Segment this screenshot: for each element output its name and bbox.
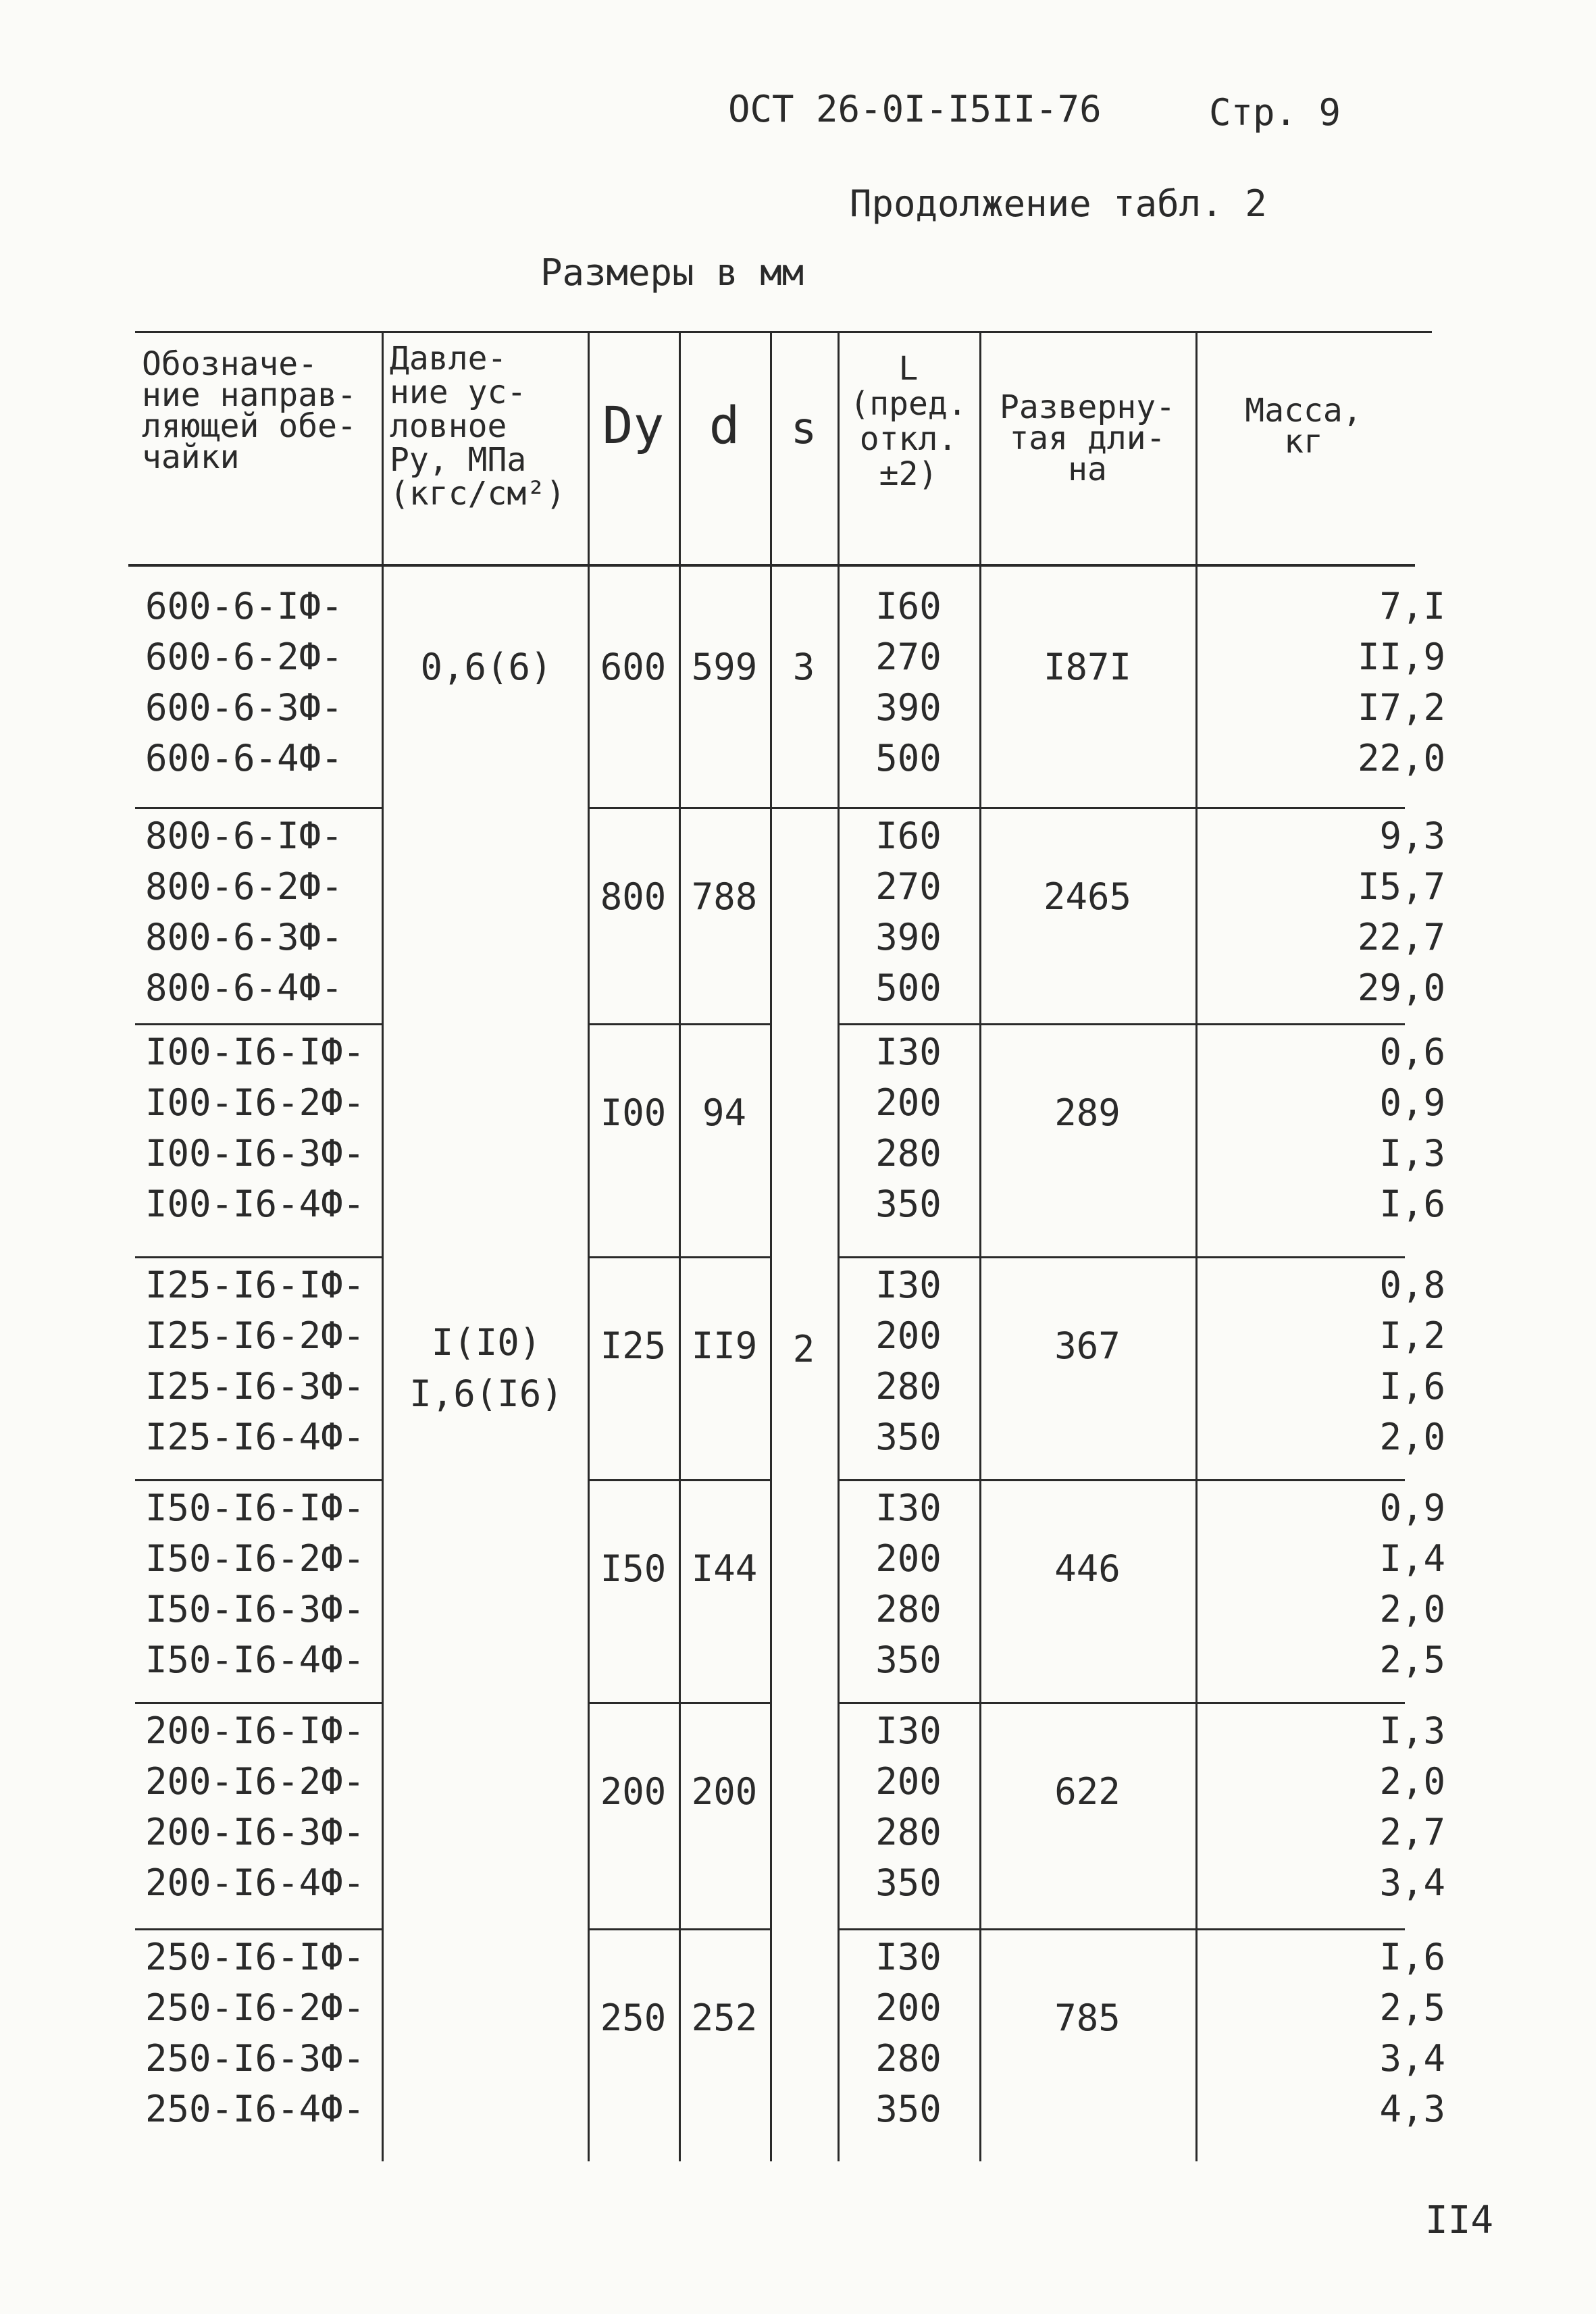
length-cell: I60 [875,815,942,857]
length-cell: I60 [875,585,942,627]
designation-cell: I50-I6-4Ф- [145,1639,365,1681]
header-line: L [898,350,919,388]
mass-cell: I,6 [1379,1936,1445,1978]
mass-cell: 2,0 [1379,1416,1445,1458]
merged-cell-mask [772,1255,838,1260]
designation-cell: I00-I6-IФ- [145,1031,365,1073]
length-cell: 280 [875,2037,942,2080]
dy-cell: I50 [600,1547,667,1590]
merged-cell-mask [772,1701,838,1706]
dy-cell: I25 [600,1325,667,1367]
table-rule [135,1479,1405,1481]
mass-cell: I5,7 [1357,865,1445,908]
mass-cell: 0,8 [1379,1264,1445,1306]
designation-cell: I00-I6-4Ф- [145,1183,365,1225]
designation-cell: 250-I6-3Ф- [145,2037,365,2080]
mass-cell: 4,3 [1379,2088,1445,2130]
length-cell: 350 [875,1639,942,1681]
mass-cell: I7,2 [1357,686,1445,729]
mass-cell: 2,0 [1379,1588,1445,1630]
header-line: на [1068,451,1107,488]
designation-cell: 800-6-2Ф- [145,865,343,908]
header-dy: Dу [602,395,665,455]
mass-cell: 22,7 [1357,916,1445,958]
designation-cell: 200-I6-4Ф- [145,1861,365,1904]
dy-cell: 600 [600,646,667,688]
header-pressure [390,342,565,511]
table-rule [135,1256,1405,1258]
length-cell: I30 [875,1709,942,1752]
header-unrolled-length [979,388,1195,488]
unrolled-length-cell: 289 [1054,1091,1121,1134]
mass-cell: I,6 [1379,1183,1445,1225]
length-cell: I30 [875,1031,942,1073]
designation-cell: I50-I6-IФ- [145,1487,365,1529]
designation-cell: 250-I6-4Ф- [145,2088,365,2130]
designation-cell: I25-I6-4Ф- [145,1416,365,1458]
mass-cell: 2,7 [1379,1811,1445,1853]
dy-cell: 800 [600,875,667,918]
pressure-line: I(I0) [431,1321,542,1364]
length-cell: 280 [875,1811,942,1853]
dy-cell: 200 [600,1770,667,1813]
designation-cell: I00-I6-2Ф- [145,1081,365,1124]
d-cell: 200 [691,1770,758,1813]
length-cell: 390 [875,686,942,729]
dimensions-note: Размеры в мм [540,251,804,294]
d-cell: 788 [691,875,758,918]
pressure-line: I,6(I6) [409,1372,563,1415]
mass-cell: 22,0 [1357,737,1445,779]
table-rule [770,331,772,2161]
table-rule [382,331,384,2161]
d-cell: II9 [691,1325,758,1367]
designation-cell: I50-I6-3Ф- [145,1588,365,1630]
length-cell: 350 [875,2088,942,2130]
designation-cell: 200-I6-IФ- [145,1709,365,1752]
length-cell: 270 [875,865,942,908]
header-line: чайки [142,438,240,476]
mass-cell: 7,I [1379,585,1445,627]
designation-cell: 800-6-IФ- [145,815,343,857]
header-d: d [709,395,740,455]
designation-cell: 800-6-4Ф- [145,967,343,1009]
header-line: Масса, [1245,392,1362,430]
mass-cell: I,3 [1379,1132,1445,1175]
length-cell: 500 [875,967,942,1009]
length-cell: 350 [875,1183,942,1225]
length-cell: I30 [875,1936,942,1978]
table-rule [1195,331,1198,2161]
header-line: ние направ- [142,376,357,414]
mass-cell: 2,5 [1379,1986,1445,2029]
table-rule [135,807,382,809]
mass-cell: 29,0 [1357,967,1445,1009]
length-cell: 390 [875,916,942,958]
table-rule [588,807,1405,809]
table-rule [135,331,1432,333]
length-cell: 280 [875,1588,942,1630]
designation-cell: 250-I6-2Ф- [145,1986,365,2029]
merged-cell-mask [772,1022,838,1027]
length-cell: 200 [875,1537,942,1580]
designation-cell: I25-I6-3Ф- [145,1365,365,1408]
mass-cell: I,4 [1379,1537,1445,1580]
header-line: откл. [859,420,958,458]
designation-cell: 600-6-3Ф- [145,686,343,729]
table-rule [979,331,981,2161]
length-cell: 280 [875,1365,942,1408]
designation-cell: 600-6-2Ф- [145,636,343,678]
dimensions-table [128,331,1445,2161]
header-line: (пред. [850,385,967,423]
header-line: ±2) [879,455,938,493]
thickness-group-cell: 3 [792,646,815,688]
designation-cell: 800-6-3Ф- [145,916,343,958]
header-line: ловное [390,407,507,445]
dy-cell: I00 [600,1091,667,1134]
merged-cell-mask [772,1927,838,1932]
designation-cell: 600-6-4Ф- [145,737,343,779]
header-line: Обозначе- [142,345,318,383]
d-cell: 599 [691,646,758,688]
length-cell: I30 [875,1264,942,1306]
mass-cell: I,6 [1379,1365,1445,1408]
thickness-group-cell: 2 [792,1328,815,1370]
mass-cell: 2,5 [1379,1639,1445,1681]
length-cell: 350 [875,1861,942,1904]
designation-cell: I25-I6-IФ- [145,1264,365,1306]
mass-cell: 9,3 [1379,815,1445,857]
length-cell: 200 [875,1760,942,1803]
merged-cell-mask [384,1478,588,1483]
designation-cell: I50-I6-2Ф- [145,1537,365,1580]
length-cell: 350 [875,1416,942,1458]
mass-cell: 0,9 [1379,1487,1445,1529]
mass-cell: I,3 [1379,1709,1445,1752]
merged-cell-mask [384,1701,588,1706]
merged-cell-mask [384,1022,588,1027]
unrolled-length-cell: 367 [1054,1325,1121,1367]
header-line: Ру, МПа [390,441,527,479]
merged-cell-mask [384,1255,588,1260]
length-cell: 200 [875,1081,942,1124]
length-cell: 200 [875,1314,942,1357]
mass-cell: 2,0 [1379,1760,1445,1803]
d-cell: I44 [691,1547,758,1590]
mass-cell: 0,6 [1379,1031,1445,1073]
page-number: II4 [1425,2199,1494,2242]
header-line: кг [1284,423,1323,461]
table-rule [588,331,590,2161]
designation-cell: 200-I6-3Ф- [145,1811,365,1853]
mass-cell: 3,4 [1379,1861,1445,1904]
unrolled-length-cell: 785 [1054,1997,1121,2039]
page-label: Стр. 9 [1209,91,1341,134]
table-rule [135,1023,1405,1025]
designation-cell: 250-I6-IФ- [145,1936,365,1978]
header-line: ние ус- [390,374,527,411]
designation-cell: 200-I6-2Ф- [145,1760,365,1803]
length-cell: 200 [875,1986,942,2029]
header-line: тая дли- [1009,419,1166,457]
table-rule [135,1928,1405,1930]
table-rule [135,1702,1405,1704]
table-rule [679,331,681,2161]
designation-cell: I00-I6-3Ф- [145,1132,365,1175]
unrolled-length-cell: 2465 [1043,875,1132,918]
length-cell: 500 [875,737,942,779]
length-cell: 280 [875,1132,942,1175]
d-cell: 94 [702,1091,747,1134]
length-cell: 270 [875,636,942,678]
unrolled-length-cell: 622 [1054,1770,1121,1813]
header-line: ляющей обе- [142,407,357,445]
document-code: ОСТ 26-0I-I5II-76 [728,88,1102,130]
header-line: Разверну- [999,388,1176,426]
designation-cell: I25-I6-2Ф- [145,1314,365,1357]
length-cell: I30 [875,1487,942,1529]
header-designation [142,345,357,476]
unrolled-length-cell: 446 [1054,1547,1121,1590]
mass-cell: 0,9 [1379,1081,1445,1124]
d-cell: 252 [691,1997,758,2039]
table-rule [838,331,840,2161]
pressure-group-cell [385,1317,588,1420]
unrolled-length-cell: I87I [1043,646,1132,688]
pressure-group-cell: 0,6(6) [420,646,552,688]
header-s: s [790,404,817,454]
header-line: Давле- [390,340,507,378]
table-continuation-caption: Продолжение табл. 2 [850,182,1267,225]
header-line: (кгс/см²) [390,475,566,513]
header-mass [1195,392,1412,461]
header-length [838,351,979,492]
merged-cell-mask [384,1927,588,1932]
mass-cell: II,9 [1357,636,1445,678]
mass-cell: 3,4 [1379,2037,1445,2080]
merged-cell-mask [772,1478,838,1483]
mass-cell: I,2 [1379,1314,1445,1357]
dy-cell: 250 [600,1997,667,2039]
designation-cell: 600-6-IФ- [145,585,343,627]
